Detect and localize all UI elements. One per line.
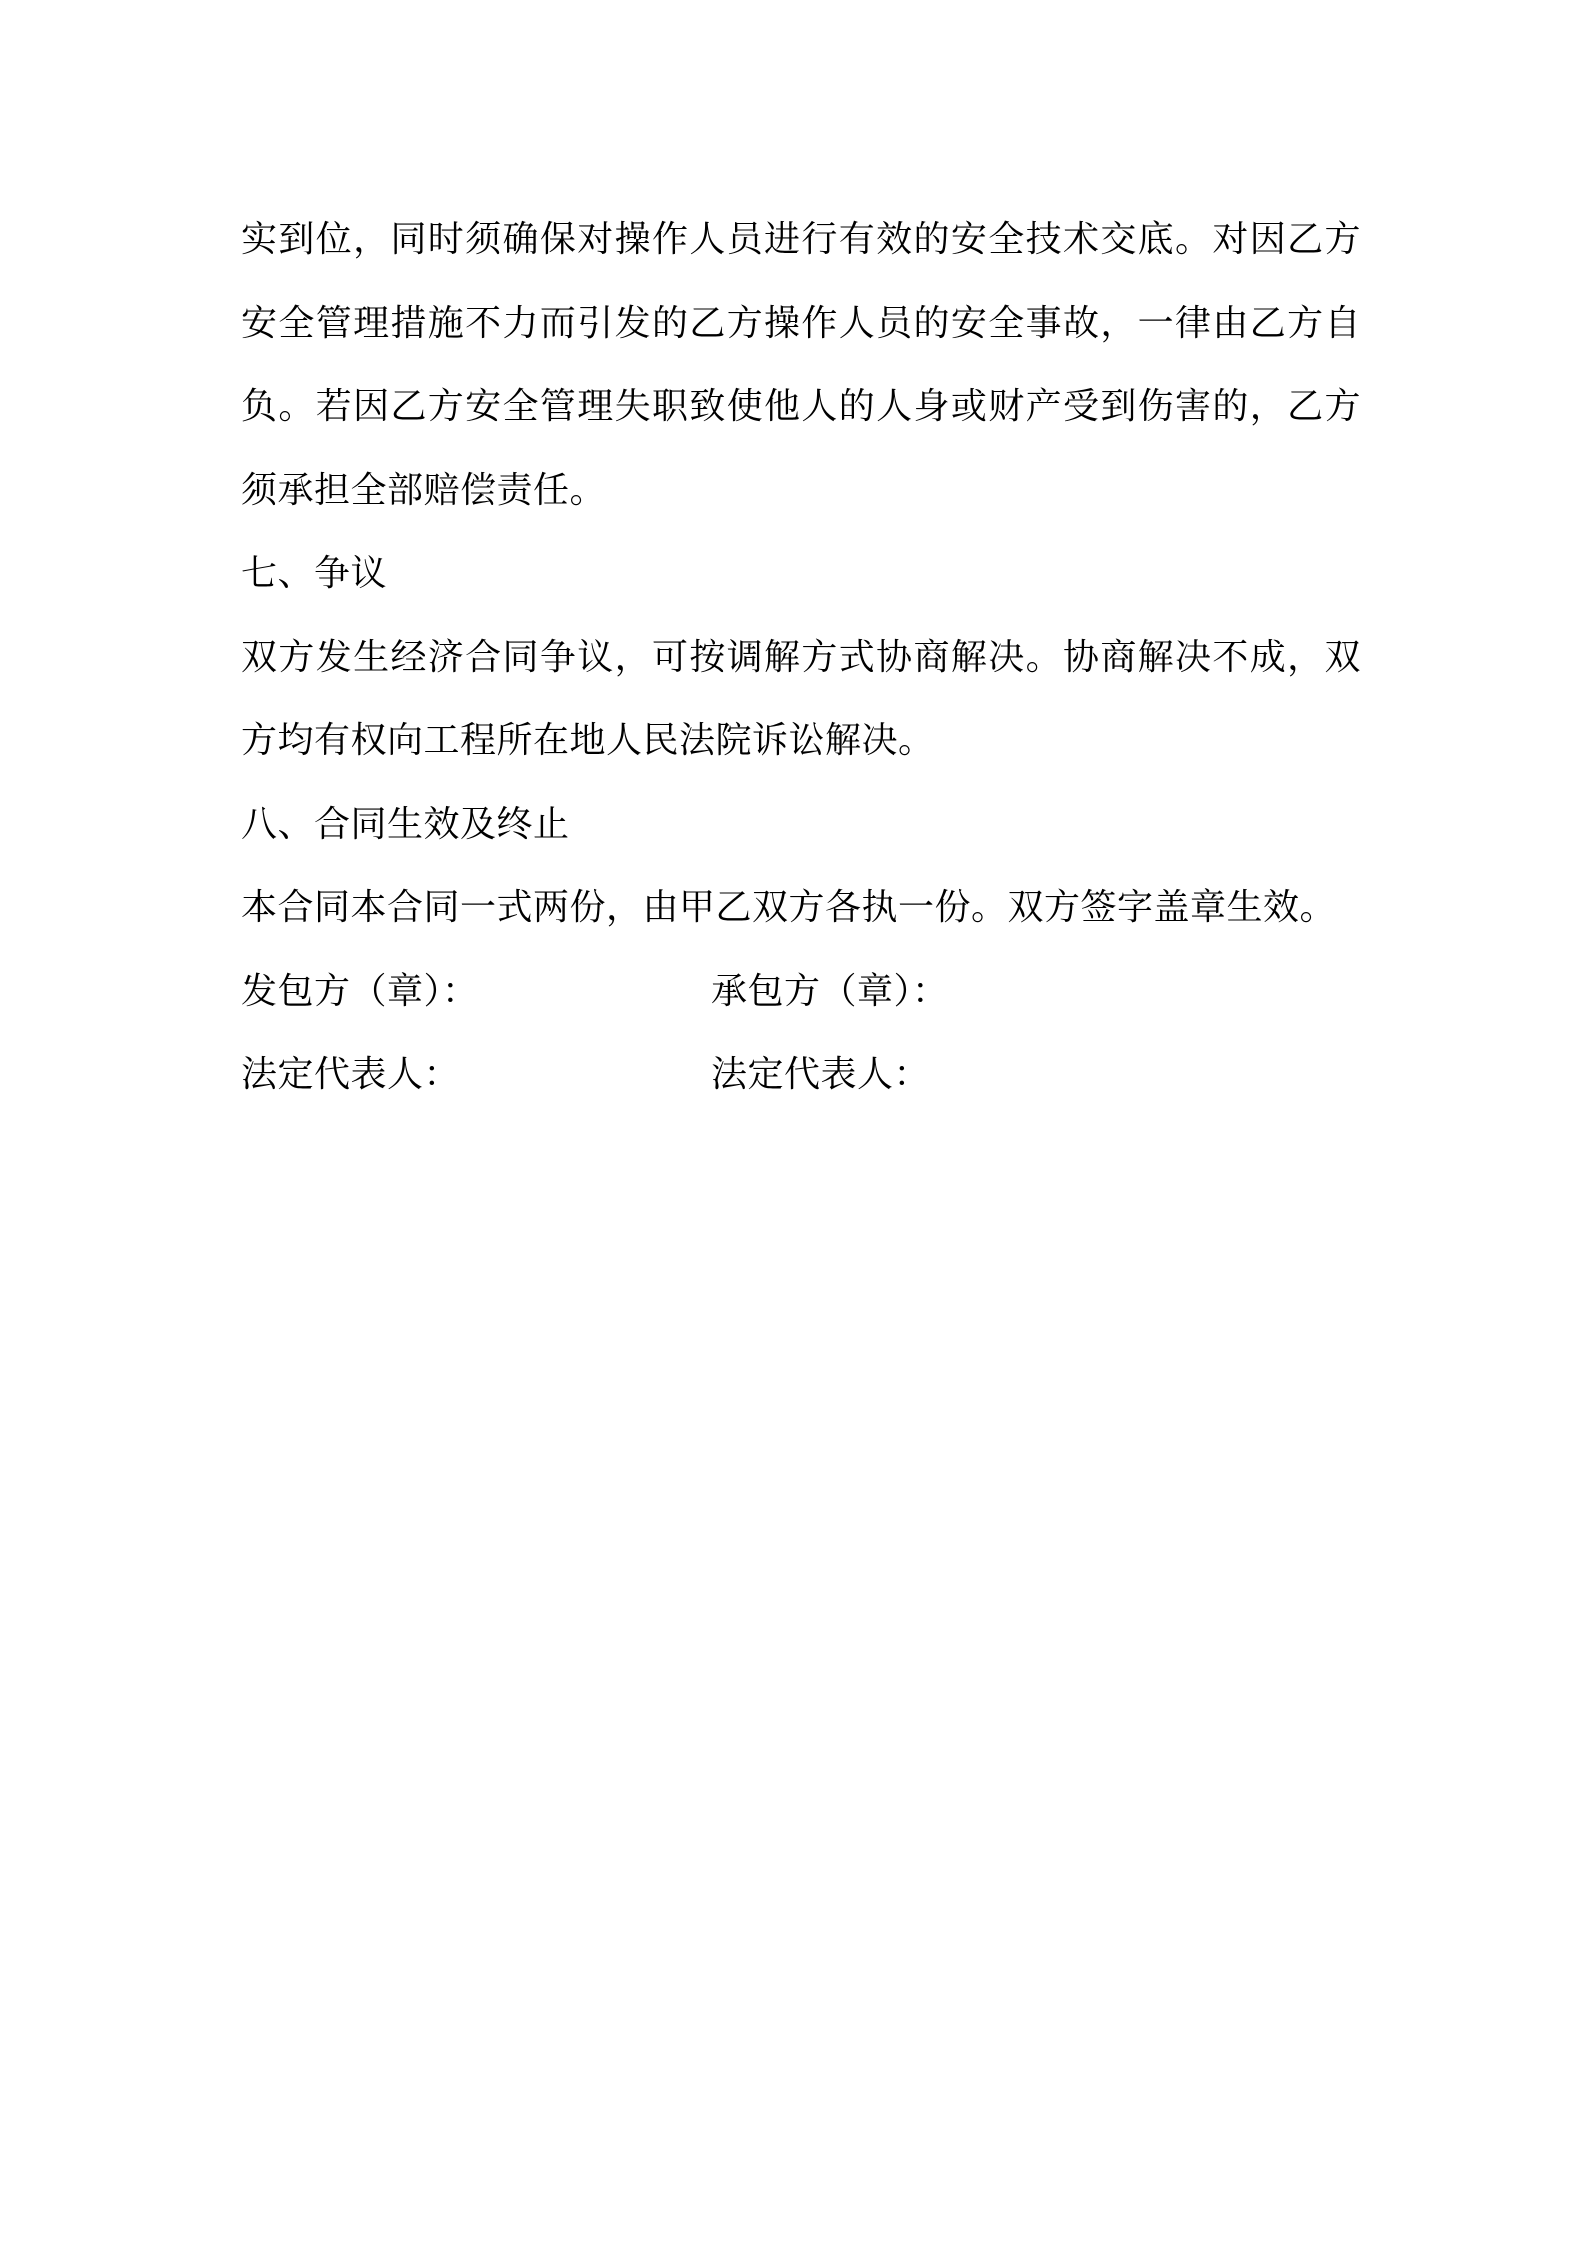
section-8-heading: 八、合同生效及终止 [241,803,570,845]
section-7-heading: 七、争议 [241,553,388,594]
signature-row-seal [241,950,1361,1034]
document-content [241,198,1361,1117]
party-b-representative-label: 法定代表人： [711,1054,931,1095]
party-b-seal-label: 承包方（章）： [711,970,949,1012]
safety-responsibility-paragraph: 实到位，同时须确保对操作人员进行有效的安全技术交底。对因乙方安全管理措施不力而引发的乙方操作人员的安全事故，一律由乙方自负。若因乙方安全管理失职致使他人的人身或财产受到伤害的，乙方须承担全部赔偿责任。 [241,219,1361,511]
party-a-representative-label: 法定代表人： [241,1054,461,1095]
section-7-body: 双方发生经济合同争议，可按调解方式协商解决。协商解决不成，双方均有权向工程所在地人民法院诉讼解决。 [241,636,1361,761]
section-8-body: 本合同本合同一式两份，由甲乙双方各执一份。双方签字盖章生效。 [241,887,1337,928]
party-a-seal-label: 发包方（章）： [241,970,479,1012]
signature-row-representative [241,1033,1361,1117]
